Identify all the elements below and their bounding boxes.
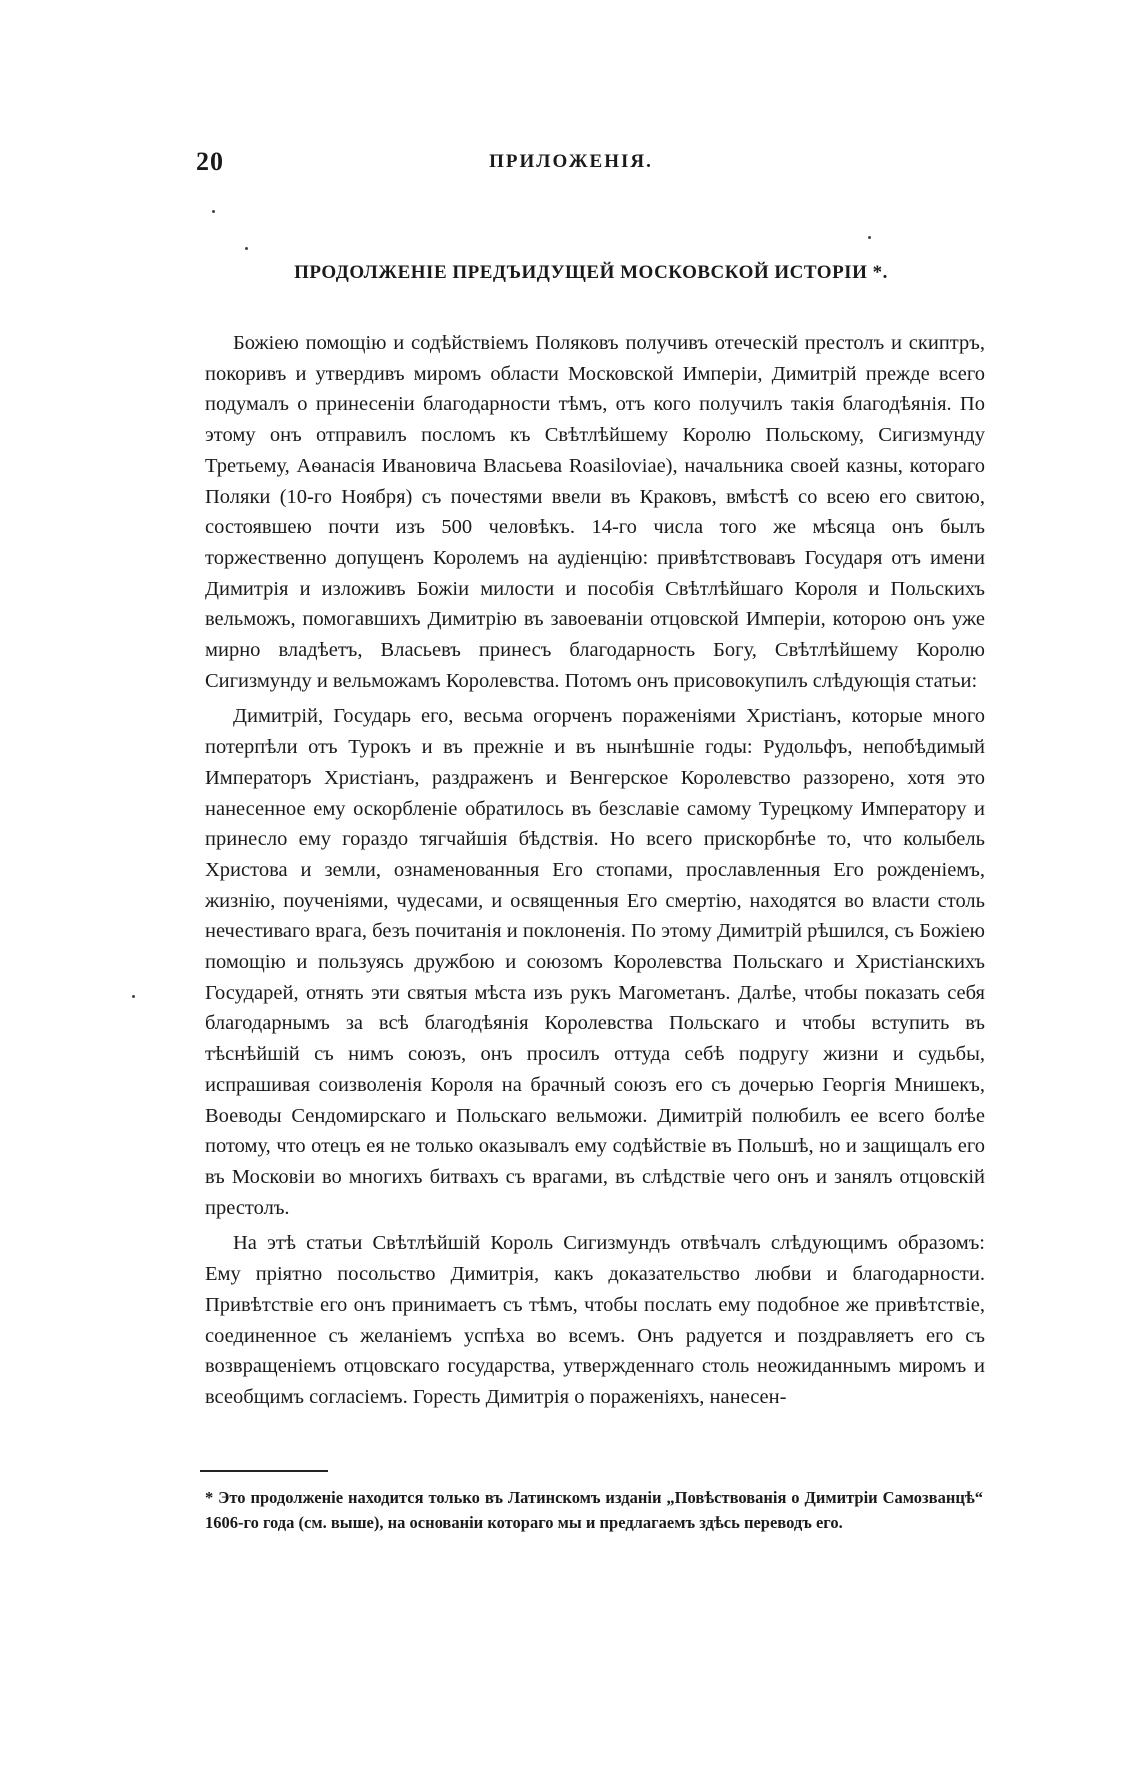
body-text [205, 328, 985, 1413]
print-speck [245, 247, 248, 250]
print-speck [132, 995, 135, 998]
footnote-rule [200, 1470, 328, 1472]
paragraph-2: Димитрій, Государь его, весьма огорченъ пораженіями Христіанъ, которые много потерпѣли отъ Турокъ и въ прежніе и въ нынѣшніе годы: Рудольфъ, непобѣдимый Императоръ Христіанъ, раздраженъ и Венгерское Королевство раззорено, хотя это нанесенное ему оскорбленіе обратилось въ безславіе самому Турецкому Императору и принесло ему гораздо тягчайшія бѣдствія. Но всего прискорбнѣе то, что колыбель Христова и земли, ознаменованныя Его стопами, прославленныя Его рожденіемъ, жизнію, поученіями, чудесами, и освященныя Его смертію, находятся во власти столь нечестиваго врага, безъ почитанія и поклоненія. По этому Димитрій рѣшился, съ Божіею помощію и пользуясь дружбою и союзомъ Королевства Польскаго и Христіанскихъ Государей, отнять эти святыя мѣста изъ рукъ Магометанъ. Далѣе, чтобы показать себя благодарнымъ за всѣ благодѣянія Королевства Польскаго и чтобы вступить въ тѣснѣйшій съ нимъ союзъ, онъ просилъ оттуда себѣ подругу жизни и судьбы, испрашивая соизволенія Короля на брачный союзъ его съ дочерью Георгія Мнишекъ, Воеводы Сендомирскаго и Польскаго вельможи. Димитрій полюбилъ ее всего болѣе потому, что отецъ ея не только оказывалъ ему содѣйствіе въ Польшѣ, но и защищалъ его въ Московіи во многихъ битвахъ съ врагами, въ слѣдствіе чего онъ и занялъ отцовскій престолъ. [205, 705, 985, 1219]
page-number: 20 [196, 147, 224, 176]
section-title: ПРОДОЛЖЕНІЕ ПРЕДЪИДУЩЕЙ МОСКОВСКОЙ ИСТОРІИ *. [294, 262, 888, 283]
paragraph-1: Божіею помощію и содѣйствіемъ Поляковъ получивъ отеческій престолъ и скиптръ, покоривъ и утвердивъ миромъ области Московской Имперіи, Димитрій прежде всего подумалъ о принесеніи благодарности тѣмъ, отъ кого получилъ такія благодѣянія. По этому онъ отправилъ посломъ къ Свѣтлѣйшему Королю Польскому, Сигизмунду Третьему, Аѳанасія Ивановича Власьева Roasiloviae), начальника своей казны, котораго Поляки (10-го Ноября) съ почестями ввели въ Краковъ, вмѣстѣ со всею его свитою, состоявшею почти изъ 500 человѣкъ. 14-го числа того же мѣсяца онъ былъ торжественно допущенъ Королемъ на аудіенцію: привѣтствовавъ Государя отъ имени Димитрія и изложивъ Божіи милости и пособія Свѣтлѣйшаго Короля и Польскихъ вельможъ, помогавшихъ Димитрію въ завоеваніи отцовской Имперіи, которою онъ уже мирно владѣетъ, Власьевъ принесъ благодарность Богу, Свѣтлѣйшему Королю Сигизмунду и вельможамъ Королевства. Потомъ онъ присовокупилъ слѣдующія статьи: [205, 332, 985, 692]
running-title: ПРИЛОЖЕНІЯ. [489, 151, 653, 172]
print-speck [212, 210, 215, 213]
paragraph-3: На этѣ статьи Свѣтлѣйшій Король Сигизмундъ отвѣчалъ слѣдующимъ образомъ: Ему пріятно посольство Димитрія, какъ доказательство любви и благодарности. Привѣтствіе его онъ принимаетъ съ тѣмъ, чтобы послать ему подобное же привѣтствіе, соединенное съ желаніемъ успѣха во всемъ. Онъ радуется и поздравляетъ его съ возвращеніемъ отцовскаго государства, утвержденнаго столь неожиданнымъ миромъ и всеобщимъ согласіемъ. Горесть Димитрія о пораженіяхъ, нанесен- [205, 1232, 985, 1408]
running-head [196, 147, 946, 183]
print-speck [868, 236, 871, 239]
footnote: * Это продолженіе находится только въ Латинскомъ изданіи „Повѣствованія о Димитріи Самозванцѣ“ 1606-го года (см. выше), на основаніи котораго мы и предлагаемъ здѣсь переводъ его. [205, 1488, 983, 1532]
